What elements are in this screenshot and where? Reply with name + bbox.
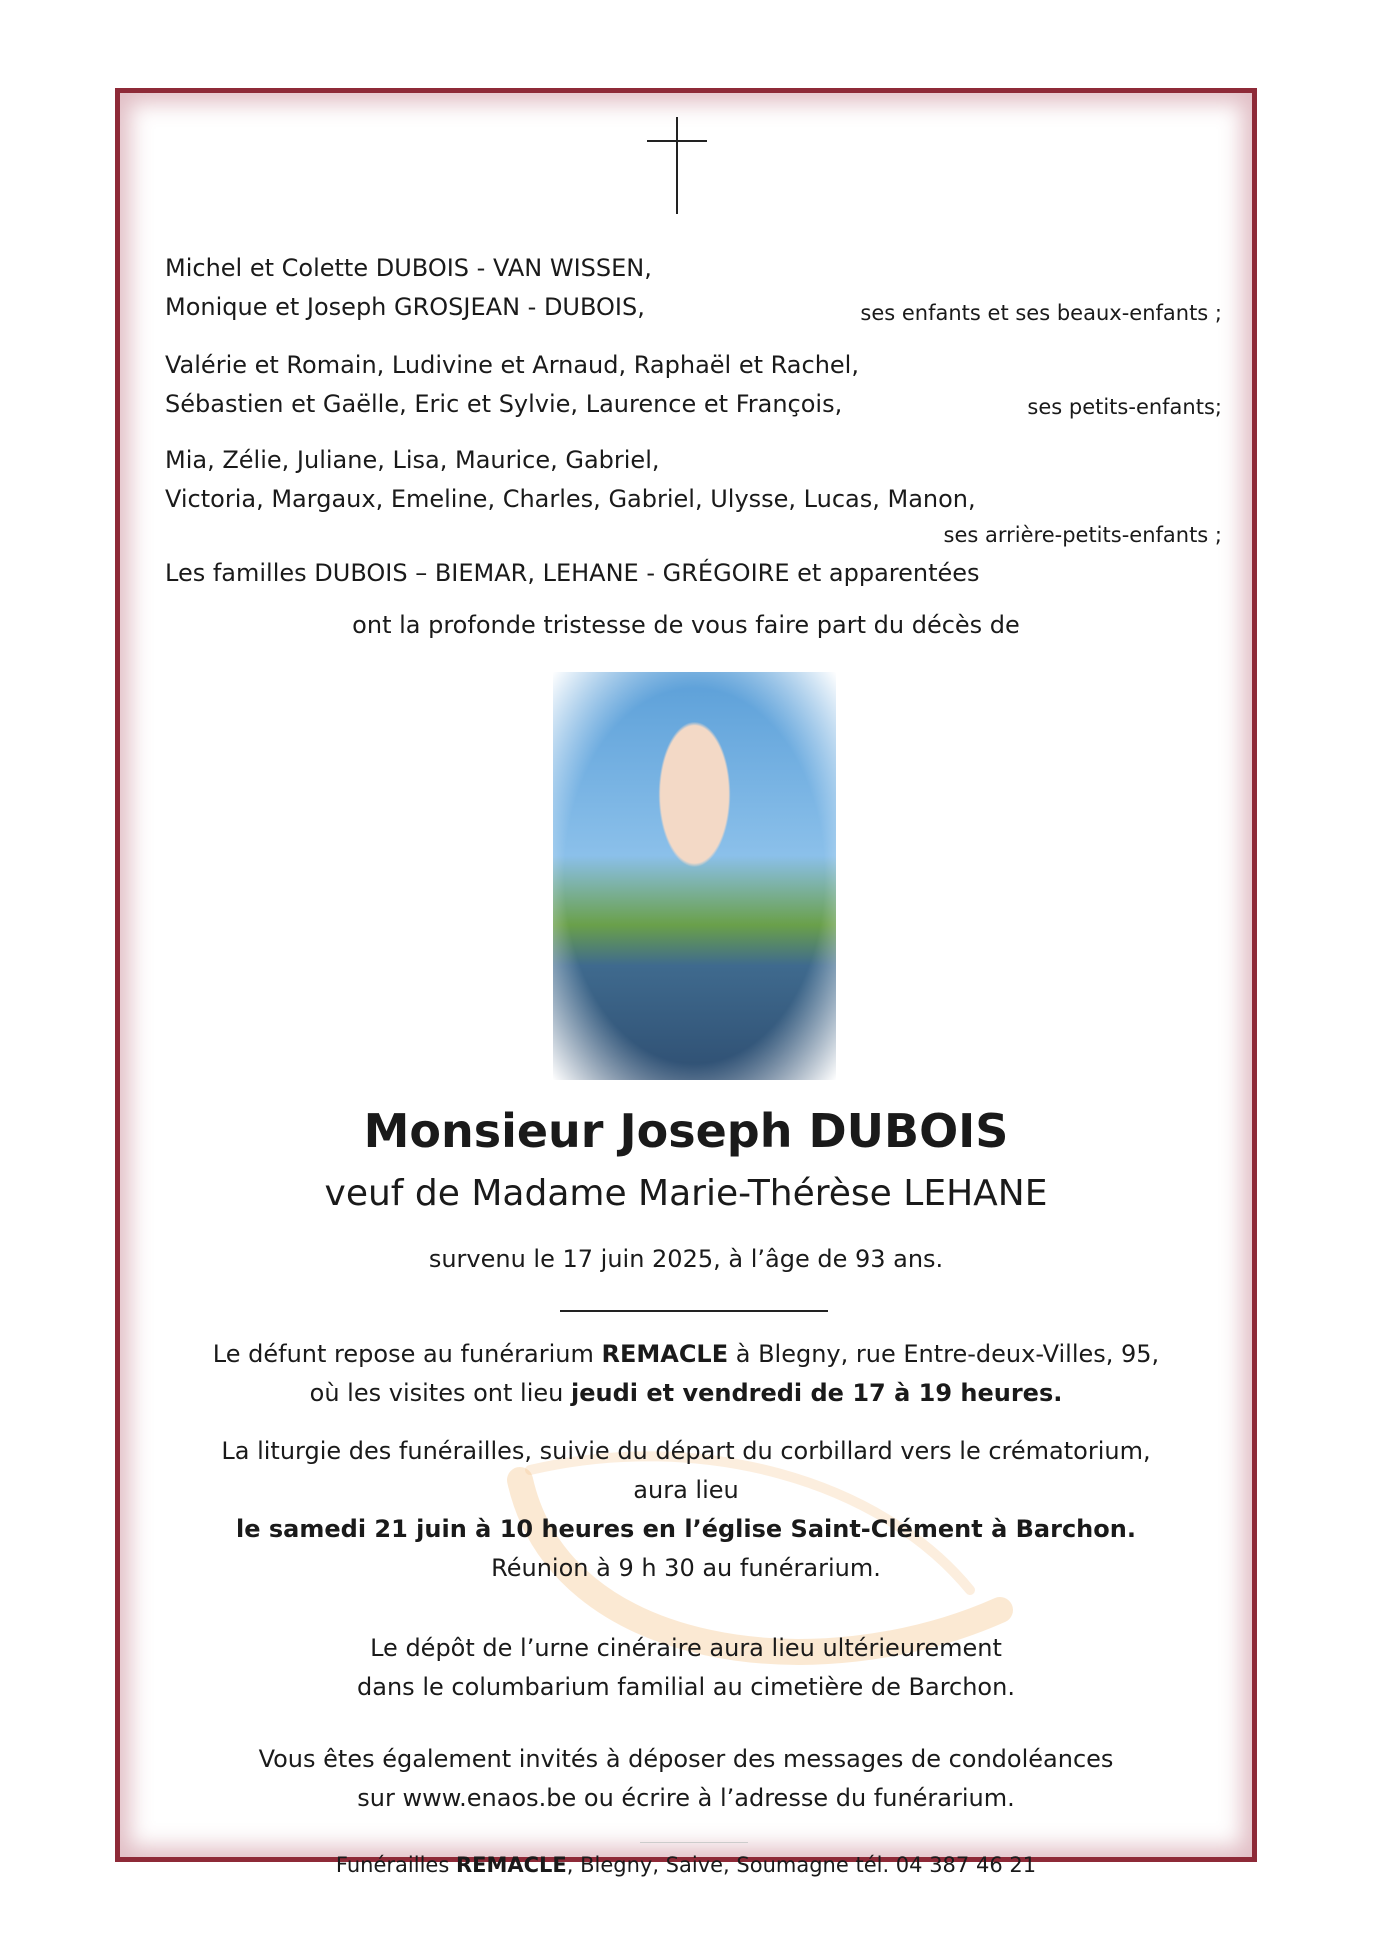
reunion-line: Réunion à 9 h 30 au funérarium. [491,1554,881,1582]
children-line-2: Monique et Joseph GROSJEAN - DUBOIS, [165,293,645,321]
condolences-line-1: Vous êtes également invités à déposer des messages de condoléances [258,1745,1114,1773]
urn-line-2: dans le columbarium familial au cimetière de Barchon. [357,1673,1015,1701]
announcement: ont la profonde tristesse de vous faire part du décès de [352,611,1020,639]
repose-line: Le défunt repose au funérarium REMACLE à Blegny, rue Entre-deux-Villes, 95, [212,1340,1160,1368]
funeral-home-name: REMACLE [601,1340,729,1368]
visits-line: où les visites ont lieu jeudi et vendredi de 17 à 19 heures. [309,1379,1063,1407]
great-grandchildren-line-1: Mia, Zélie, Juliane, Lisa, Maurice, Gabriel, [165,446,660,474]
children-relation: ses enfants et ses beaux-enfants ; [860,301,1222,325]
footer-divider [640,1842,748,1843]
children-line-1: Michel et Colette DUBOIS - VAN WISSEN, [165,254,652,282]
grandchildren-relation: ses petits-enfants; [1027,395,1222,419]
liturgy-line-2: aura lieu [633,1476,739,1504]
families-line: Les familles DUBOIS – BIEMAR, LEHANE - GRÉGOIRE et apparentées [165,559,980,587]
grandchildren-line-1: Valérie et Romain, Ludivine et Arnaud, Raphaël et Rachel, [165,351,859,379]
great-grandchildren-line-2: Victoria, Margaux, Emeline, Charles, Gabriel, Ulysse, Lucas, Manon, [165,485,976,513]
liturgy-date-place: le samedi 21 juin à 10 heures en l’église Saint-Clément à Barchon. [236,1515,1136,1543]
urn-line-1: Le dépôt de l’urne cinéraire aura lieu ultérieurement [370,1634,1002,1662]
footer: Funérailles REMACLE, Blegny, Saive, Soumagne tél. 04 387 46 21 [335,1853,1037,1877]
grandchildren-line-2: Sébastien et Gaëlle, Eric et Sylvie, Laurence et François, [165,390,843,418]
cross-icon [647,117,707,214]
condolences-line-2: sur www.enaos.be ou écrire à l’adresse du funérarium. [357,1784,1015,1812]
spouse-line: veuf de Madame Marie-Thérèse LEHANE [324,1173,1048,1214]
portrait-photo [553,672,836,1080]
divider [560,1310,828,1312]
great-grandchildren-relation: ses arrière-petits-enfants ; [943,523,1222,547]
deceased-name: Monsieur Joseph DUBOIS [363,1104,1009,1158]
liturgy-line-1: La liturgie des funérailles, suivie du départ du corbillard vers le crématorium, [221,1437,1151,1465]
death-line: survenu le 17 juin 2025, à l’âge de 93 ans. [428,1245,944,1273]
